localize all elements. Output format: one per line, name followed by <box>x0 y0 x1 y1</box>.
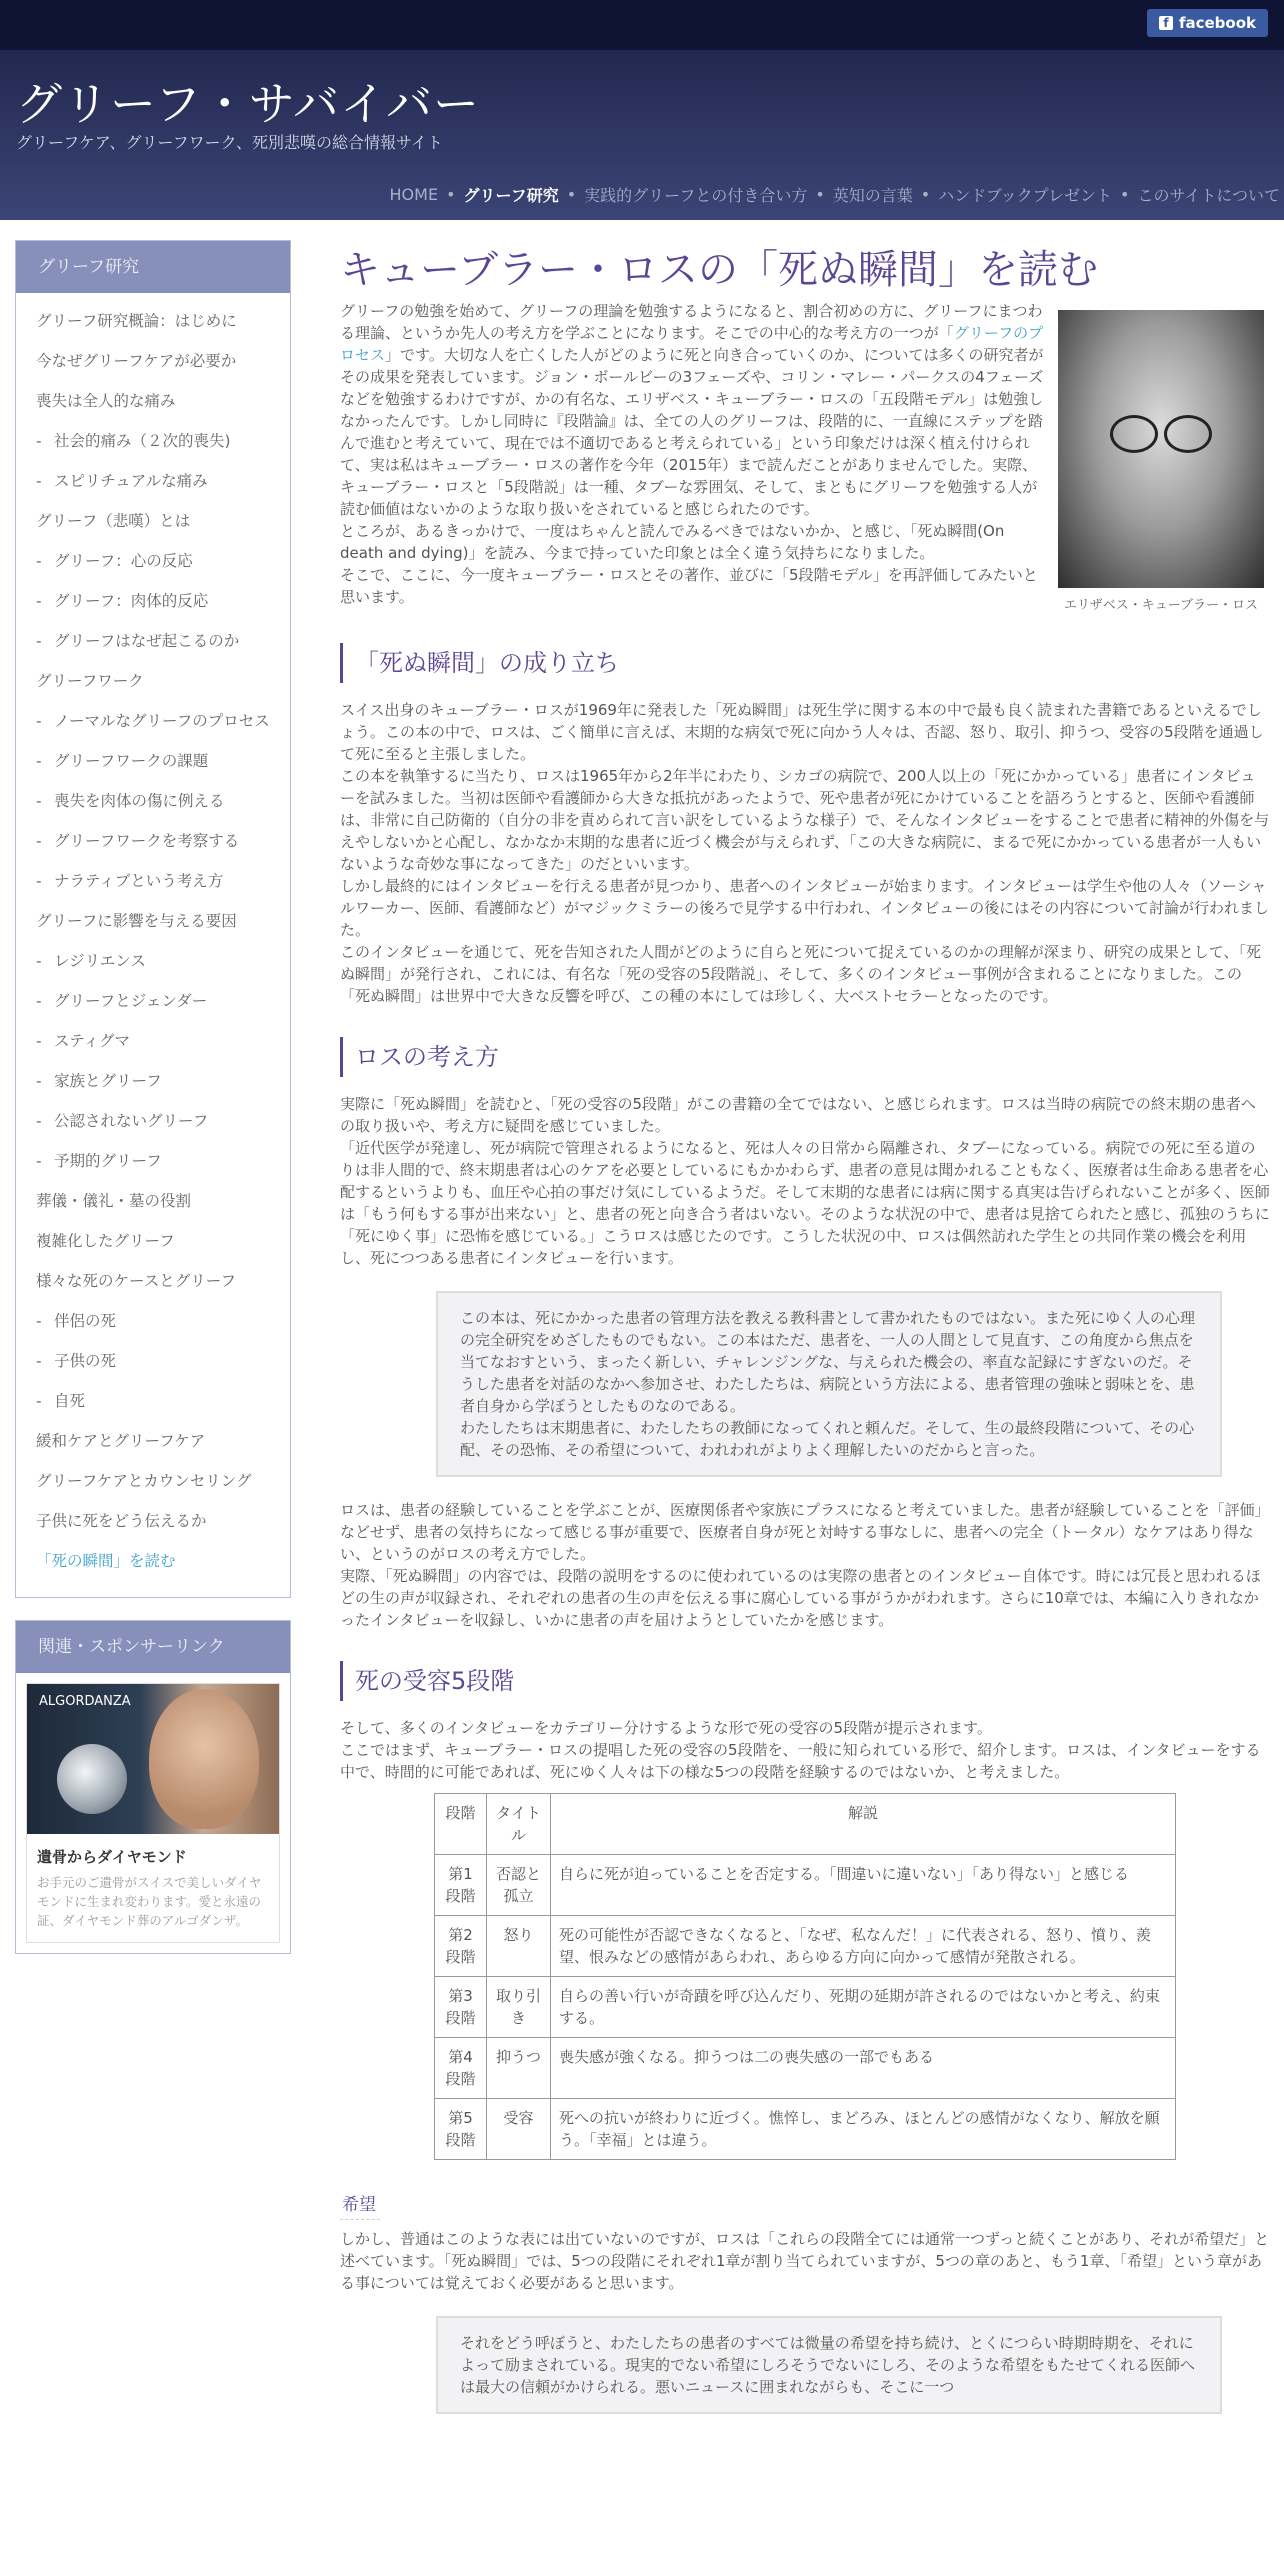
table-row <box>435 2038 1176 2099</box>
main-content <box>340 240 1270 2436</box>
sidebar-subitem[interactable]: - 予期的グリーフ <box>36 1152 162 1170</box>
section-paragraph: しかし、普通はこのような表には出ていないのですが、ロスは「これらの段階全てには通常一つずっと続くことがあり、それが希望だ」と述べています。「死ぬ瞬間」では、5つの段階にそれぞれ1章が割り当てられていますが、5つの章のあと、もう1章、「希望」という章がある事については覚えておく必要があると思います。 <box>340 2230 1270 2292</box>
sidebar-item-current[interactable]: 「死の瞬間」を読む <box>36 1552 176 1570</box>
site-title[interactable]: グリーフ・サバイバー <box>16 77 481 131</box>
facebook-icon: f <box>1159 16 1173 30</box>
table-cell: 自らの善い行いが奇蹟を呼び込んだり、死期の延期が許されるのではないかと考え、約束する。 <box>551 1977 1176 2038</box>
sidebar-subitem[interactable]: - 喪失を肉体の傷に例える <box>36 792 225 810</box>
photo-caption: エリザベス・キューブラー・ロス <box>1063 598 1259 613</box>
section-paragraph: 実際、「死ぬ瞬間」の内容では、段階の説明をするのに使われているのは実際の患者とのインタビュー自体です。時には冗長と思われるほどの生の声が収録され、それぞれの患者の生の声を伝える事に腐心している事がうかがわれます。さらに10章では、本編に入りきれなかったインタビューを収録し、いかに患者の声を届けようとしていたかを感じます。 <box>340 1567 1261 1629</box>
sidebar-item[interactable]: グリーフ研究概論：はじめに <box>36 312 237 330</box>
quote-paragraph: わたしたちは末期患者に、わたしたちの教師になってくれと頼んだ。そして、生の最終段階について、その心配、その恐怖、その希望について、われわれがよりよく理解したいのだからと言った。 <box>460 1419 1195 1459</box>
sidebar-subitem[interactable]: - スティグマ <box>36 1032 130 1050</box>
sponsor-title: 関連・スポンサーリンク <box>16 1621 290 1673</box>
research-menu <box>16 293 290 1597</box>
sidebar-item[interactable]: グリーフワーク <box>36 672 144 690</box>
quote-paragraph: この本は、死にかかった患者の管理方法を教える教科書として書かれたものではない。また死にゆく人の心理の完全研究をめざしたものでもない。この本はただ、患者を、一人の人間として見直す、この角度から焦点を当てなおすという、まったく新しい、チャレンジングな、与えられた機会の、率直な記録にすぎないのだ。そうした患者を対話のなかへ参加させ、わたしたちは、病院という方法による、患者管理の強味と弱味とを、患者自身から学ぼうとしたものなのである。 <box>460 1309 1196 1415</box>
nav-wisdom[interactable]: 英知の言葉 <box>832 186 913 205</box>
sidebar-subitem[interactable]: - レジリエンス <box>36 952 146 970</box>
table-cell: 抑うつ <box>487 2038 551 2099</box>
nav-practical[interactable]: 実践的グリーフとの付き合い方 <box>584 186 808 205</box>
nav-separator: • <box>1120 185 1130 204</box>
nav-separator: • <box>815 185 825 204</box>
sidebar-subitem[interactable]: - 公認されないグリーフ <box>36 1112 209 1130</box>
nav-grief-research[interactable]: グリーフ研究 <box>463 186 559 205</box>
table-header: 段階 <box>435 1794 487 1855</box>
facebook-label: facebook <box>1178 14 1256 32</box>
sidebar-subitem[interactable]: - グリーフ：心の反応 <box>36 552 193 570</box>
glasses-lens <box>1110 415 1158 453</box>
section-paragraph: 実際に「死ぬ瞬間」を読むと、「死の受容の5段階」がこの書籍の全てではない、と感じられます。ロスは当時の病院での終末期の患者への取り扱いや、考え方に疑問を感じていました。 <box>340 1095 1256 1135</box>
table-cell: 怒り <box>487 1916 551 1977</box>
sidebar-item[interactable]: 複雑化したグリーフ <box>36 1232 175 1250</box>
blockquote <box>436 1291 1222 1477</box>
sidebar-item[interactable]: 様々な死のケースとグリーフ <box>36 1272 236 1290</box>
section-paragraph: この本を執筆するに当たり、ロスは1965年から2年半にわたり、シカゴの病院で、200人以上の「死にかかっている」患者にインタビューを試みました。当初は医師や看護師から大きな抵抗があったようで、死や患者が死にかけていることを語ろうとすると、医師や看護師は、非常に自己防衛的（自分の非を責められて言い訳をしているような様子）で、そんなインタビューをすることで患者に精神的外傷を与えやしないかと心配し、なかなか末期的な患者に近づく機会が与えられず、「この大きな病院に、まるで死にかかっている患者が一人もいないような奇妙な事になってきた」のだといいます。 <box>340 767 1270 873</box>
sidebar-subitem[interactable]: - 社会的痛み（２次的喪失) <box>36 432 231 450</box>
panel-title: グリーフ研究 <box>16 241 290 293</box>
sidebar-item[interactable]: グリーフに影響を与える要因 <box>36 912 237 930</box>
sidebar-subitem[interactable]: - グリーフワークの課題 <box>36 752 209 770</box>
section-paragraph: 「近代医学が発達し、死が病院で管理されるようになると、死は人々の日常から隔離され、タブーになっている。病院での死に至る道のりは非人間的で、終末期患者は心のケアを必要としているにもかかわらず、患者の意見は聞かれることもなく、医療者は生命ある患者を心配するというよりも、血圧や心拍の事だけ気にしているようだ。そして末期的な患者には病に関する真実は告げられないことが多く、医師は「もう何もする事が出来ない」と、患者の死と向き合う者はいない。そのような状況の中で、患者は見捨てられたと感じ、孤独のうちに「死にゆく事」に恐怖を感じている。」こうロスは感じたのです。こうした状況の中、ロスは偶然訪れた学生との共同作業の機会を利用し、死につつある患者にインタビューを行います。 <box>340 1139 1270 1267</box>
quote-paragraph: それをどう呼ぼうと、わたしたちの患者のすべては微量の希望を持ち続け、とくにつらい時期時期を、それによって励まされている。現実的でない希望にしろそうでないにしろ、そのような希望をもたせてくれる医師へは最大の信頼がかけられる。悪いニュースに囲まれながらも、そこに一つ <box>460 2334 1196 2396</box>
sidebar-subitem[interactable]: - グリーフとジェンダー <box>36 992 208 1010</box>
sidebar-subitem[interactable]: - グリーフ：肉体的反応 <box>36 592 209 610</box>
section-paragraph: しかし最終的にはインタビューを行える患者が見つかり、患者へのインタビューが始まります。インタビューは学生や他の人々（ソーシャルワーカー、医師、看護師など）がマジックミラーの後ろで見学する中行われ、インタビューの後にはその内容について討論が行われました。 <box>340 877 1269 939</box>
section-paragraph: ロスは、患者の経験していることを学ぶことが、医療関係者や家族にプラスになると考えていました。患者が経験していることを「評価」などせず、患者の気持ちになって感じる事が重要で、医療者自身が死と対峙する事なしに、患者への完全（トータル）なケアはあり得ない、というのがロスの考え方でした。 <box>340 1501 1270 1563</box>
nav-separator: • <box>920 185 931 204</box>
table-cell: 第1段階 <box>435 1855 487 1916</box>
sidebar-subitem[interactable]: - 家族とグリーフ <box>36 1072 162 1090</box>
table-cell: 自らに死が迫っていることを否定する。「間違いに違いない」「あり得ない」と感じる <box>551 1855 1176 1916</box>
table-header: タイトル <box>487 1794 551 1855</box>
intro-paragraph: グリーフの勉強を始めて、グリーフの理論を勉強するようになると、割合初めの方に、グリーフにまつわる理論、というか先人の考え方を学ぶことになります。そこでの中心的な考え方の一つが「グリーフのプロセス」です。大切な人を亡くした人がどのように死と向き合っていくのか、については多くの研究者がその成果を発表しています。ジョン・ボールビーの3フェーズや、コリン・マレー・パークスの4フェーズなどを勉強するわけですが、かの有名な、エリザベス・キューブラー・ロスの「五段階モデル」は勉強しなかったんです。しかし同時に『段階論』は、全ての人のグリーフは、段階的に、一直線にステップを踏んで進むと考えていて、現在では不適切であると考えられている」という印象だけは深く植え付けられて、実は私はキューブラー・ロスの著作を今年（2015年）まで読んだことがありませんでした。実際、キューブラー・ロスと「5段階説」は一種、タブーな雰囲気、そして、まともにグリーフを勉強する人が読む価値はないかのような取り扱いをされていると感じられたのです。 <box>340 302 1044 518</box>
table-cell: 取り引き <box>487 1977 551 2038</box>
sidebar-item[interactable]: 緩和ケアとグリーフケア <box>36 1432 206 1450</box>
author-photo <box>1058 310 1264 588</box>
intro-text <box>340 300 1044 613</box>
section-heading: 「死ぬ瞬間」の成り立ち <box>340 643 1270 683</box>
sponsor-description: お手元のご遺骨がスイスで美しいダイヤモンドに生まれ変わります。愛と永遠の証、ダイヤモンド葬のアルゴダンザ。 <box>37 1875 262 1928</box>
sidebar <box>15 240 291 1954</box>
intro-paragraph: そこで、ここに、今一度キューブラー・ロスとその著作、並びに「5段階モデル」を再評価してみたいと思います。 <box>340 566 1038 606</box>
section-heading: 死の受容5段階 <box>340 1661 1270 1701</box>
section-paragraph: スイス出身のキューブラー・ロスが1969年に発表した「死ぬ瞬間」は死生学に関する本の中で最も良く読まれた書籍であるといえるでしょう。この本の中で、ロスは、ごく簡単に言えば、末期的な病気で死に向かう人々は、否認、怒り、取引、抑うつ、受容の5段階を通過して死に至ると主張しました。 <box>340 701 1264 763</box>
sidebar-subitem[interactable]: - ナラティブという考え方 <box>36 872 224 890</box>
nav-home[interactable]: HOME <box>389 185 439 204</box>
section-paragraph: そして、多くのインタビューをカテゴリー分けするような形で死の受容の5段階が提示されます。 <box>340 1719 992 1737</box>
sidebar-subitem[interactable]: - 伴侶の死 <box>36 1312 117 1330</box>
table-cell: 死の可能性が否認できなくなると、「なぜ、私なんだ！」に代表される、怒り、憤り、羨望、恨みなどの感情があらわれ、あらゆる方向に向かって感情が発散される。 <box>551 1916 1176 1977</box>
main-nav <box>386 183 1284 206</box>
diamond-icon <box>57 1744 127 1814</box>
sidebar-item[interactable]: 喪失は全人的な痛み <box>36 392 176 410</box>
table-cell: 否認と孤立 <box>487 1855 551 1916</box>
nav-separator: • <box>446 185 456 204</box>
sidebar-subitem[interactable]: - スピリチュアルな痛み <box>36 472 208 490</box>
sidebar-subitem[interactable]: - グリーフはなぜ起こるのか <box>36 632 240 650</box>
table-cell: 喪失感が強くなる。抑うつは二の喪失感の一部でもある <box>551 2038 1176 2099</box>
sponsor-panel <box>15 1620 291 1954</box>
sidebar-subitem[interactable]: - 子供の死 <box>36 1352 117 1370</box>
portrait-image <box>149 1689 259 1829</box>
table-cell: 第4段階 <box>435 2038 487 2099</box>
sidebar-item[interactable]: グリーフ（悲嘆）とは <box>36 512 191 530</box>
table-cell: 死への抗いが終わりに近づく。憔悴し、まどろみ、ほとんどの感情がなくなり、解放を願う。「幸福」とは違う。 <box>551 2099 1176 2160</box>
table-cell: 第5段階 <box>435 2099 487 2160</box>
site-header <box>0 50 1284 220</box>
nav-about[interactable]: このサイトについて <box>1137 186 1280 205</box>
table-cell: 第3段階 <box>435 1977 487 2038</box>
sidebar-subitem[interactable]: - ノーマルなグリーフのプロセス <box>36 712 270 730</box>
sponsor-image[interactable] <box>27 1684 279 1834</box>
sidebar-item[interactable]: 今なぜグリーフケアが必要か <box>36 352 237 370</box>
glasses-lens <box>1164 415 1212 453</box>
sponsor-ad[interactable] <box>26 1683 280 1943</box>
intro-section <box>340 300 1270 613</box>
table-header-row <box>435 1794 1176 1855</box>
facebook-button[interactable] <box>1147 9 1268 37</box>
intro-paragraph: ところが、あるきっかけで、一度はちゃんと読んでみるべきではないかか、と感じ、「死ぬ瞬間(On death and dying)」を読み、今まで持っていた印象とは全く違う気持ちになりました。 <box>340 522 1005 562</box>
sidebar-subitem[interactable]: - 自死 <box>36 1392 86 1410</box>
stages-table <box>434 1793 1176 2160</box>
sidebar-item[interactable]: 葬儀・儀礼・墓の役割 <box>36 1192 192 1210</box>
sponsor-name[interactable]: 遺骨からダイヤモンド <box>37 1848 187 1866</box>
sidebar-item[interactable]: 子供に死をどう伝えるか <box>36 1512 207 1530</box>
top-bar <box>0 0 1284 50</box>
table-cell: 受容 <box>487 2099 551 2160</box>
table-cell: 第2段階 <box>435 1916 487 1977</box>
section-heading: ロスの考え方 <box>340 1037 1270 1077</box>
blockquote <box>436 2316 1222 2414</box>
sidebar-subitem[interactable]: - グリーフワークを考察する <box>36 832 240 850</box>
grief-process-link[interactable]: グリーフのプロセス <box>340 324 1044 364</box>
subsection-heading: 希望 <box>340 2190 380 2220</box>
section-paragraph: このインタビューを通じて、死を告知された人間がどのように自らと死について捉えているのかの理解が深まり、研究の成果として、「死ぬ瞬間」が発行され、これには、有名な「死の受容の5段階説」、そして、多くのインタビュー事例が含まれることになりました。この「死ぬ瞬間」は世界中で大きな反響を呼び、この種の本にしては珍しく、大ベストセラーとなったのです。 <box>340 943 1262 1005</box>
table-row <box>435 1977 1176 2038</box>
nav-handbook[interactable]: ハンドブックプレゼント <box>938 186 1112 205</box>
page-title: キューブラー・ロスの「死ぬ瞬間」を読む <box>340 247 1098 293</box>
research-panel <box>15 240 291 1598</box>
section-paragraph: ここではまず、キューブラー・ロスの提唱した死の受容の5段階を、一般に知られている形で、紹介します。ロスは、インタビューをする中で、時間的に可能であれば、死にゆく人々は下の様な5つの段階を経験するのではないか、と考えました。 <box>340 1741 1261 1781</box>
site-subtitle: グリーフケア、グリーフワーク、死別悲嘆の総合情報サイト <box>16 133 443 152</box>
table-row <box>435 2099 1176 2160</box>
author-figure <box>1058 300 1264 613</box>
nav-separator: • <box>566 185 577 204</box>
sponsor-logo: ALGORDANZA <box>39 1694 131 1709</box>
sidebar-item[interactable]: グリーフケアとカウンセリング <box>36 1472 252 1490</box>
table-header: 解説 <box>551 1794 1176 1855</box>
table-row <box>435 1855 1176 1916</box>
table-row <box>435 1916 1176 1977</box>
